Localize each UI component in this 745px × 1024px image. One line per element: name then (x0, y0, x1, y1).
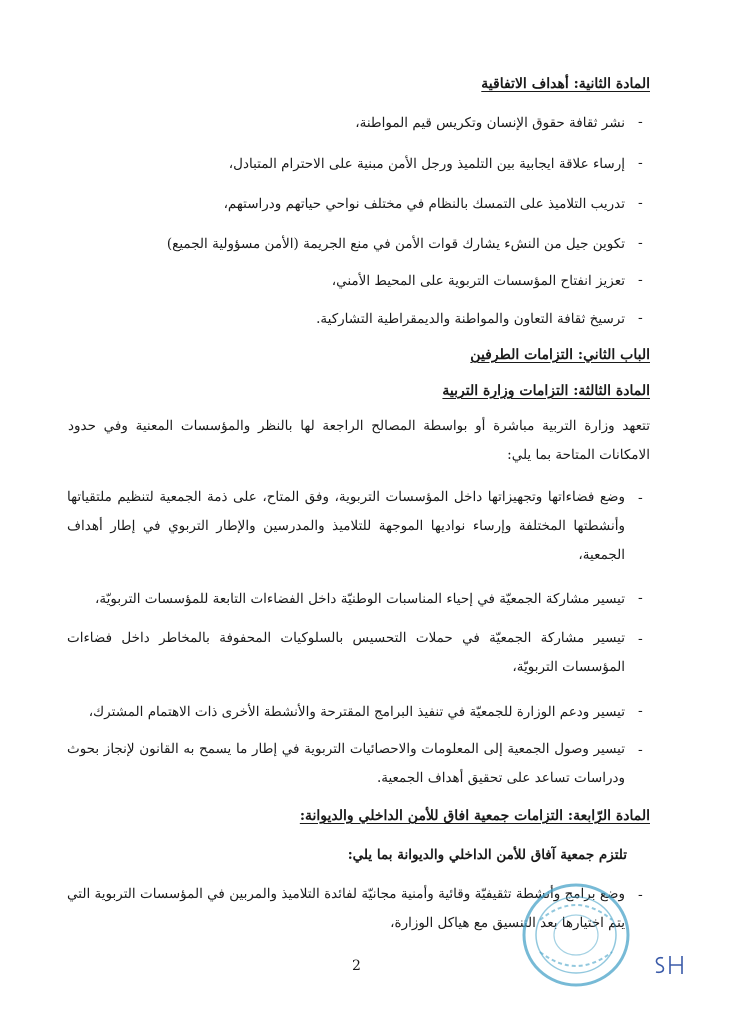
bullet-dash: - (638, 703, 643, 719)
bullet-dash: - (638, 155, 643, 171)
article-3-item: وضع فضاءاتها وتجهيزاتها داخل المؤسسات التربوية، وفق المتاح، على ذمة الجمعية لتنظيم ملتقياتها وأنشطتها المختلفة وإرساء نواديها الموجهة للتلاميذ والمدرسين والإطار التربوي في إطار أهداف الجمعية، (67, 489, 625, 563)
bullet-dash: - (638, 310, 643, 326)
bullet-dash: - (638, 235, 643, 251)
article-3-heading: المادة الثالثة: التزامات وزارة التربية (442, 383, 650, 399)
article-3-intro: تتعهد وزارة التربية مباشرة أو بواسطة المصالح الراجعة لها بالنظر والمؤسسات المعنية وفي حدود الامكانات المتاحة بما يلي: (68, 418, 650, 463)
article-2-heading: المادة الثانية: أهداف الاتفاقية (481, 76, 650, 92)
bullet-dash: - (638, 195, 643, 211)
article-2-item: نشر ثقافة حقوق الإنسان وتكريس قيم المواطنة، (355, 115, 625, 131)
article-2-item: تكوين جيل من النشء يشارك قوات الأمن في منع الجريمة (الأمن مسؤولية الجميع) (166, 236, 625, 252)
handwritten-initials-icon (650, 950, 690, 980)
bullet-dash: - (638, 490, 643, 506)
article-4-heading: المادة الرّابعة: التزامات جمعية افاق للأمن الداخلي والديوانة: (299, 808, 650, 824)
article-3-item: تيسير مشاركة الجمعيّة في حملات التحسيس بالسلوكيات المحفوفة بالمخاطر داخل فضاءات المؤسسات التربويّة، (67, 630, 625, 675)
bullet-dash: - (638, 887, 643, 903)
bullet-dash: - (638, 742, 643, 758)
article-3-item: تيسير ودعم الوزارة للجمعيّة في تنفيذ البرامج المقترحة والأنشطة الأخرى ذات الاهتمام المشترك، (88, 704, 625, 720)
page-number: 2 (352, 958, 361, 974)
article-3-item: تيسير مشاركة الجمعيّة في إحياء المناسبات الوطنيّة داخل الفضاءات التابعة للمؤسسات التربويّة، (95, 591, 625, 607)
article-4-item: وضع برامج وأنشطة تثقيفيّة وقائية وأمنية مجانيّة لفائدة التلاميذ والمربين في المؤسسات التربوية التي يتم اختيارها بعد التنسيق مع هياكل الوزارة، (67, 886, 625, 931)
article-2-item: تدريب التلاميذ على التمسك بالنظام في مختلف نواحي حياتهم ودراستهم، (223, 196, 625, 212)
bullet-dash: - (638, 272, 643, 288)
bullet-dash: - (638, 631, 643, 647)
article-4-intro: تلتزم جمعية آفاق للأمن الداخلي والديوانة بما يلي: (347, 847, 627, 863)
article-2-item: ترسيخ ثقافة التعاون والمواطنة والديمقراطية التشاركية. (316, 311, 625, 327)
article-3-item: تيسير وصول الجمعية إلى المعلومات والاحصائيات التربوية في إطار ما يسمح به القانون لإنجاز بحوث ودراسات تساعد على تحقيق أهداف الجمعية. (67, 741, 625, 786)
article-2-item: إرساء علاقة ايجابية بين التلميذ ورجل الأمن مبنية على الاحترام المتبادل، (228, 156, 625, 172)
bullet-dash: - (638, 590, 643, 606)
chapter-2-heading: الباب الثاني: التزامات الطرفين (470, 347, 650, 363)
bullet-dash: - (638, 114, 643, 130)
official-stamp-icon (520, 880, 632, 990)
article-2-item: تعزيز انفتاح المؤسسات التربوية على المحيط الأمني، (331, 273, 625, 289)
